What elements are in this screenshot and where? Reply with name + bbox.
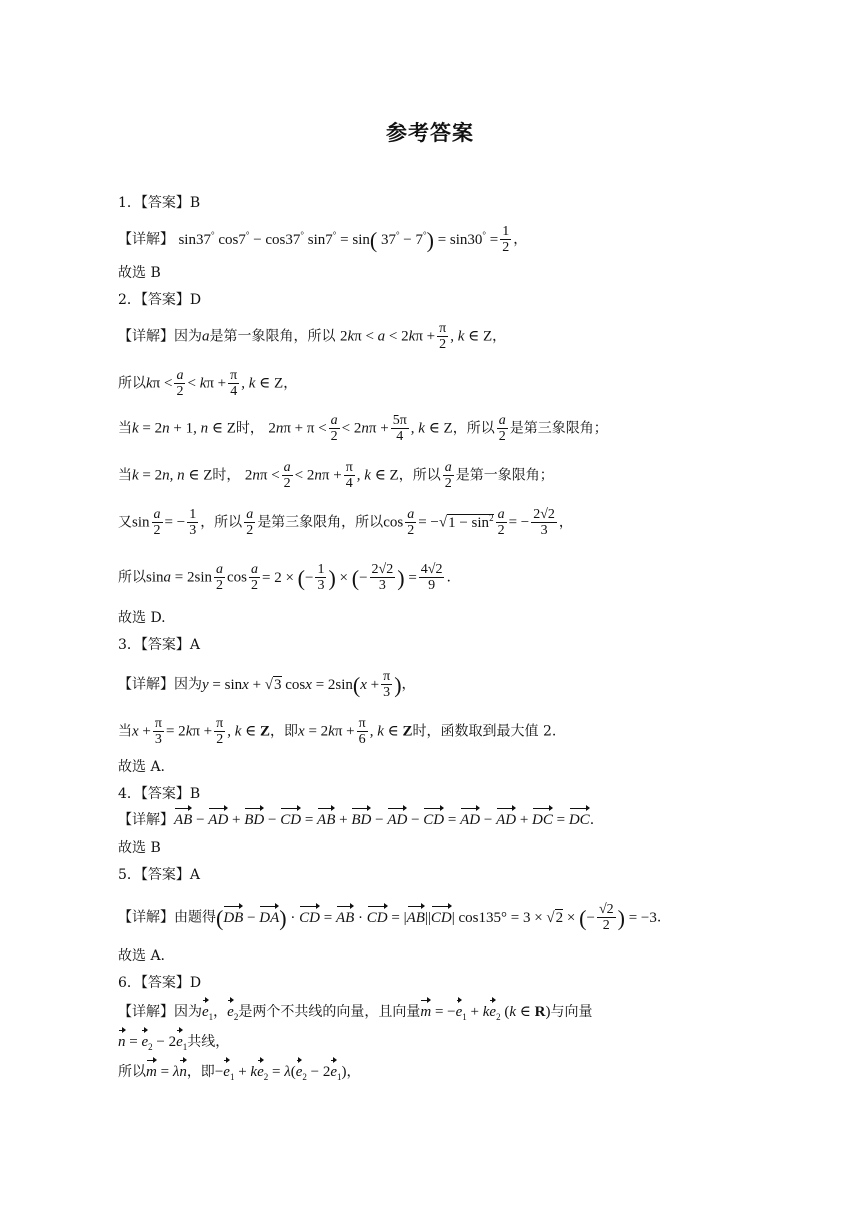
q3-conclusion: 故选 A. <box>118 759 166 775</box>
q5-answer: 5．【答案】A <box>118 867 201 883</box>
q1-detail: 【详解】 sin37° cos7° − cos37° sin7° = sin( 37° − 7°) = sin30° = $\frac{1}{2}$ ， <box>118 224 528 255</box>
q2-detail-line5: 又sin $\frac{a}{2}$ = − $\frac{1}{3}$ ，所以 $\frac{a}{2}$ 是第三象限角，所以cos $\frac{a}{2}$ = $-√1 - \sin^2$ $\frac{a}{2}$ = − $\frac{2√2}{3}$ ， <box>118 507 573 538</box>
q3-detail-line1: 【详解】因为y = sinx + √3 cosx = 2sin(x + $\frac{\pi}{3}$ )， <box>118 669 416 700</box>
q2-conclusion: 故选 D. <box>118 610 166 626</box>
page-title: 参考答案 <box>386 121 474 145</box>
q4-answer: 4．【答案】B <box>118 786 201 802</box>
q2-detail-line4: 当k = 2n, n ∈ Z时， 2nπ < $\frac{a}{2}$ < 2nπ + $\frac{\pi}{4}$ , k ∈ Z，所以 $\frac{a}{2}$ 是第一象限角； <box>118 460 554 491</box>
q5-detail: 【详解】由题得(DB − DA) · CD = AB · CD = |AB||CD| cos135° = 3 × √2 × (− $\frac{√2}{2}$ ) = −3. <box>118 902 662 933</box>
q6-answer: 6．【答案】D <box>118 975 202 991</box>
q5-conclusion: 故选 A. <box>118 948 166 964</box>
q2-answer: 2．【答案】D <box>118 292 202 308</box>
q2-detail-line6: 所以sina = 2sin $\frac{a}{2}$ cos $\frac{a}{2}$ = 2 × (− $\frac{1}{3}$ ) × (− $\frac{2√2}{3}$ ) = $\frac{4√2}{9}$ . <box>118 562 451 593</box>
q6-detail-line1: 【详解】因为$e_1$，$e_2$是两个不共线的向量，且向量$m = -e_1 + ke_2$ (k ∈ R)与向量 <box>118 1004 593 1022</box>
q1-conclusion: 故选 B <box>118 265 161 281</box>
q3-answer: 3．【答案】A <box>118 637 201 653</box>
q2-detail-line2: 所以kπ < $\frac{a}{2}$ < kπ + $\frac{\pi}{4}$ , k ∈ Z， <box>118 368 298 399</box>
q6-detail-line3: 所以m = λn，即$-e_1 + ke_2 = \lambda(e_2 - 2e_1)$， <box>118 1064 361 1082</box>
q4-conclusion: 故选 B <box>118 840 161 856</box>
q6-detail-line2: $n = e_2 - 2e_1$共线， <box>118 1034 230 1052</box>
q4-detail: 【详解】AB − AD + BD − CD = AB + BD − AD − CD = AD − AD + DC = DC. <box>118 812 595 828</box>
q3-detail-line2: 当x + $\frac{\pi}{3}$ = 2kπ + $\frac{\pi}{2}$ , k ∈ Z，即x = 2kπ + $\frac{\pi}{6}$ , k ∈ Z时，函数取到最大值 2. <box>118 716 557 747</box>
q2-detail-line3: 当k = 2n + 1, n ∈ Z时， 2nπ + π < $\frac{a}{2}$ < 2nπ + $\frac{5\pi}{4}$ , k ∈ Z，所以 $\frac{a}{2}$ 是第三象限角； <box>118 413 608 444</box>
q1-answer: 1．【答案】B <box>118 195 201 211</box>
q2-detail-line1: 【详解】因为a是第一象限角，所以 2kπ < a < 2kπ + $\frac{\pi}{2}$ , k ∈ Z， <box>118 321 507 352</box>
